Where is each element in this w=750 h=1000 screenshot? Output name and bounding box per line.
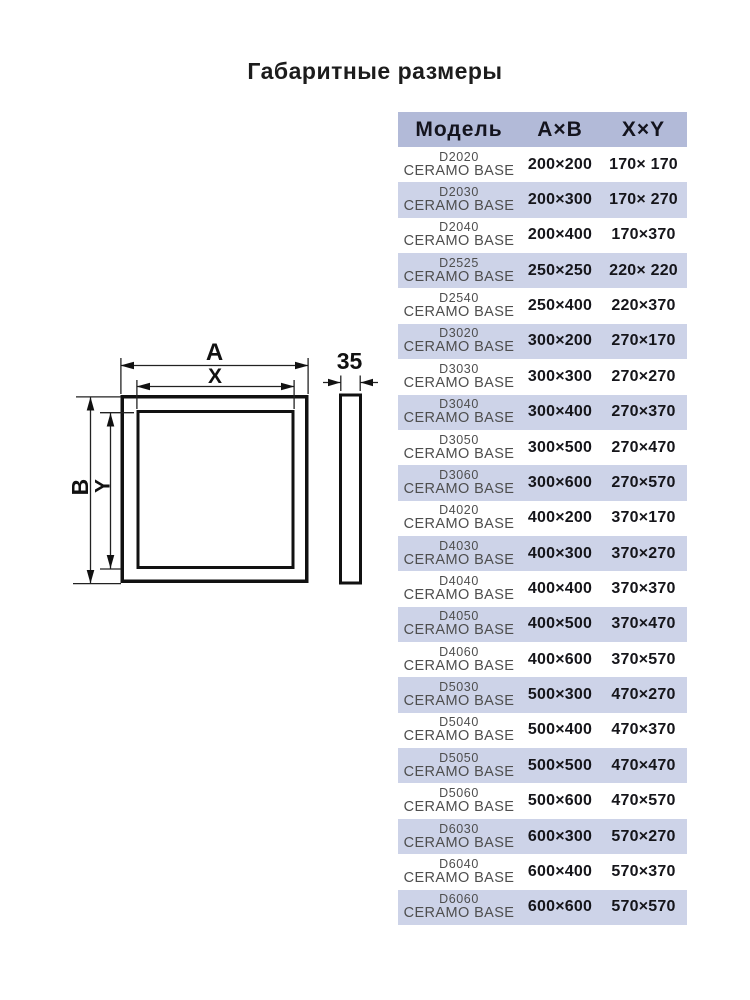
- model-series: CERAMO BASE: [403, 834, 515, 851]
- model-cell: [398, 218, 520, 253]
- model-code: D5050: [439, 750, 479, 765]
- model-code: D3030: [439, 361, 479, 376]
- ab-value: 400×300: [527, 544, 593, 562]
- xy-value: 470×470: [611, 756, 676, 774]
- xy-value: 370×170: [611, 509, 676, 527]
- xy-value: 470×270: [611, 686, 676, 704]
- model-cell: [398, 854, 520, 889]
- model-cell: [398, 783, 520, 818]
- xy-value: 370×570: [611, 650, 676, 668]
- model-series: CERAMO BASE: [403, 516, 515, 533]
- model-series: CERAMO BASE: [403, 480, 515, 497]
- ab-value: 300×300: [527, 367, 593, 385]
- xy-value: 470×370: [611, 721, 676, 739]
- model-series: CERAMO BASE: [403, 198, 515, 215]
- model-cell: [398, 182, 520, 217]
- dimensions-table: [398, 112, 687, 925]
- y-dimension-label: Y: [91, 478, 115, 494]
- model-cell: [398, 465, 520, 500]
- table-row: [398, 890, 687, 925]
- model-code: D4030: [439, 538, 479, 553]
- model-series: CERAMO BASE: [403, 657, 515, 674]
- table-header: [398, 112, 687, 147]
- model-cell: [398, 536, 520, 571]
- ab-value: 300×400: [527, 403, 593, 421]
- model-cell: [398, 748, 520, 783]
- a-dimension-label: A: [205, 339, 224, 366]
- depth-dimension-label: 35: [336, 348, 363, 374]
- table-row: [398, 536, 687, 571]
- xy-value: 570×270: [611, 827, 676, 845]
- y-arrowhead-bottom: [107, 555, 115, 569]
- xy-value: 220×370: [611, 297, 676, 315]
- ab-value: 600×300: [527, 827, 593, 845]
- model-code: D4040: [439, 573, 479, 588]
- model-series: CERAMO BASE: [403, 551, 515, 568]
- xy-value: 270×470: [611, 438, 676, 456]
- model-series: CERAMO BASE: [403, 162, 515, 179]
- xy-value: 470×570: [611, 792, 676, 810]
- a-arrowhead-right: [295, 362, 309, 370]
- table-row: [398, 253, 687, 288]
- table-row: [398, 571, 687, 606]
- table-row: [398, 218, 687, 253]
- column-header-ab: A×B: [520, 112, 600, 147]
- model-code: D5040: [439, 715, 479, 730]
- page-title: Габаритные размеры: [247, 58, 503, 84]
- ab-value: 500×300: [527, 686, 593, 704]
- depth-arrowhead-right: [361, 379, 374, 386]
- xy-value: 270×270: [611, 367, 676, 385]
- model-cell: [398, 571, 520, 606]
- ab-value: 250×250: [527, 261, 593, 279]
- xy-value: 170×370: [611, 226, 676, 244]
- ab-value: 400×200: [527, 509, 593, 527]
- model-series: CERAMO BASE: [403, 339, 515, 356]
- ab-value: 300×500: [527, 438, 593, 456]
- table-row: [398, 182, 687, 217]
- b-arrowhead-top: [87, 397, 95, 411]
- model-series: CERAMO BASE: [403, 799, 515, 816]
- ab-value: 250×400: [527, 297, 593, 315]
- model-cell: [398, 359, 520, 394]
- model-series: CERAMO BASE: [403, 233, 515, 250]
- table-row: [398, 748, 687, 783]
- model-code: D4020: [439, 503, 479, 518]
- model-code: D3020: [439, 326, 479, 341]
- ab-value: 600×600: [527, 898, 593, 916]
- xy-value: 370×370: [611, 579, 676, 597]
- table-row: [398, 713, 687, 748]
- b-arrowhead-bottom: [87, 570, 95, 584]
- xy-value: 370×270: [611, 544, 676, 562]
- x-dimension-label: X: [207, 365, 223, 388]
- xy-value: 270×570: [611, 473, 676, 491]
- x-arrowhead-right: [281, 383, 295, 391]
- ab-value: 200×300: [527, 191, 593, 209]
- xy-value: 170× 170: [609, 155, 678, 173]
- depth-arrowhead-left: [328, 379, 341, 386]
- ab-value: 200×200: [527, 155, 593, 173]
- table-row: [398, 395, 687, 430]
- xy-value: 220× 220: [609, 261, 678, 279]
- model-series: CERAMO BASE: [403, 728, 515, 745]
- model-code: D4060: [439, 644, 479, 659]
- y-arrowhead-top: [107, 413, 115, 427]
- xy-value: 370×470: [611, 615, 676, 633]
- model-cell: [398, 607, 520, 642]
- x-arrowhead-left: [137, 383, 151, 391]
- dimensions-table-body: [398, 147, 687, 925]
- model-cell: [398, 253, 520, 288]
- model-code: D2540: [439, 291, 479, 306]
- table-row: [398, 677, 687, 712]
- model-series: CERAMO BASE: [403, 304, 515, 321]
- b-dimension-label: B: [67, 478, 93, 496]
- ab-value: 500×400: [527, 721, 593, 739]
- xy-value: 270×370: [611, 403, 676, 421]
- table-row: [398, 147, 687, 182]
- table-row: [398, 854, 687, 889]
- model-cell: [398, 324, 520, 359]
- ab-value: 400×500: [527, 615, 593, 633]
- model-series: CERAMO BASE: [403, 622, 515, 639]
- model-code: D2020: [439, 149, 479, 164]
- table-row: [398, 430, 687, 465]
- model-series: CERAMO BASE: [403, 693, 515, 710]
- ab-value: 500×500: [527, 756, 593, 774]
- model-series: CERAMO BASE: [403, 586, 515, 603]
- model-code: D3050: [439, 432, 479, 447]
- xy-value: 170× 270: [609, 191, 678, 209]
- table-row: [398, 465, 687, 500]
- model-cell: [398, 642, 520, 677]
- column-header-model: Модель: [398, 112, 520, 147]
- model-series: CERAMO BASE: [403, 869, 515, 886]
- model-code: D3060: [439, 467, 479, 482]
- ab-value: 300×600: [527, 473, 593, 491]
- model-code: D4050: [439, 609, 479, 624]
- ab-value: 200×400: [527, 226, 593, 244]
- table-row: [398, 501, 687, 536]
- model-code: D3040: [439, 397, 479, 412]
- column-header-xy: X×Y: [600, 112, 687, 147]
- model-cell: [398, 288, 520, 323]
- panel-inner-frame: [138, 412, 293, 568]
- ab-value: 400×600: [527, 650, 593, 668]
- model-cell: [398, 890, 520, 925]
- model-code: D5060: [439, 786, 479, 801]
- model-cell: [398, 501, 520, 536]
- panel-side-view: [341, 395, 361, 583]
- model-code: D6030: [439, 821, 479, 836]
- table-header-row: [398, 112, 687, 147]
- ab-value: 600×400: [527, 862, 593, 880]
- model-cell: [398, 713, 520, 748]
- model-cell: [398, 430, 520, 465]
- table-row: [398, 288, 687, 323]
- model-code: D2040: [439, 220, 479, 235]
- model-series: CERAMO BASE: [403, 905, 515, 922]
- model-cell: [398, 819, 520, 854]
- ab-value: 500×600: [527, 792, 593, 810]
- table-row: [398, 819, 687, 854]
- table-row: [398, 642, 687, 677]
- model-code: D2525: [439, 255, 479, 270]
- xy-value: 570×570: [611, 898, 676, 916]
- a-arrowhead-left: [121, 362, 135, 370]
- model-code: D2030: [439, 185, 479, 200]
- model-series: CERAMO BASE: [403, 268, 515, 285]
- table-row: [398, 783, 687, 818]
- table-row: [398, 359, 687, 394]
- model-series: CERAMO BASE: [403, 374, 515, 391]
- model-code: D5030: [439, 680, 479, 695]
- model-series: CERAMO BASE: [403, 445, 515, 462]
- model-cell: [398, 147, 520, 182]
- model-code: D6060: [439, 892, 479, 907]
- table-row: [398, 324, 687, 359]
- dimensions-drawing: [60, 335, 390, 600]
- model-code: D6040: [439, 856, 479, 871]
- model-series: CERAMO BASE: [403, 410, 515, 427]
- model-series: CERAMO BASE: [403, 763, 515, 780]
- xy-value: 570×370: [611, 862, 676, 880]
- xy-value: 270×170: [611, 332, 676, 350]
- dimensions-table-wrap: [398, 112, 687, 925]
- model-cell: [398, 395, 520, 430]
- ab-value: 400×400: [527, 579, 593, 597]
- ab-value: 300×200: [527, 332, 593, 350]
- model-cell: [398, 677, 520, 712]
- table-row: [398, 607, 687, 642]
